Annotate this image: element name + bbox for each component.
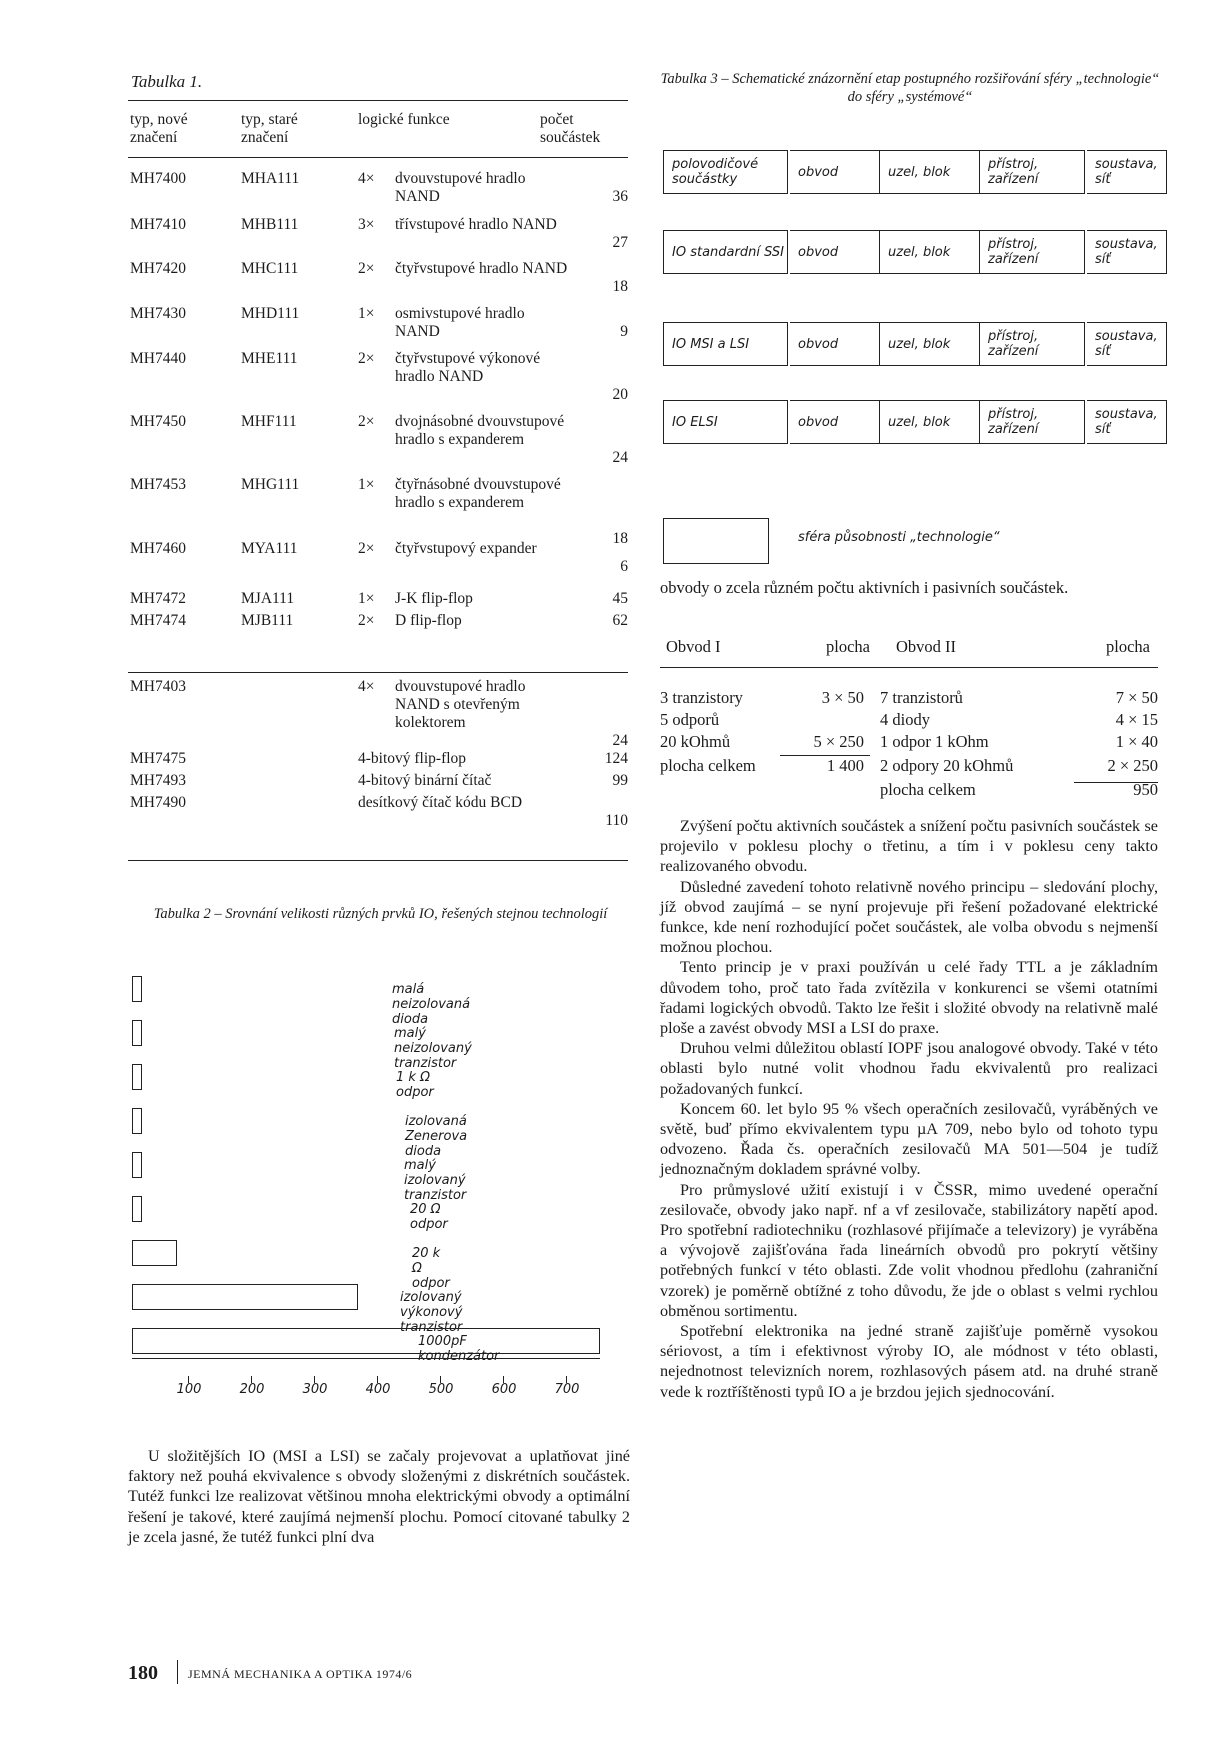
schema-cell: uzel, blok — [880, 150, 980, 194]
table4-sum-rule — [1074, 782, 1158, 783]
table4-cell: plocha celkem — [660, 756, 756, 775]
cell-logic-function: dvouvstupové hradlo NAND s otevřeným kolektorem — [395, 678, 526, 731]
cell-component-count: 124 — [604, 750, 628, 767]
cell-multiplier: 3× — [358, 216, 375, 233]
schema-cell: obvod — [790, 400, 880, 444]
cell-multiplier: 1× — [358, 476, 375, 493]
cell-new-type: MH7490 — [130, 794, 186, 811]
cell-old-type: MHE111 — [241, 350, 298, 367]
cell-old-type: MHG111 — [241, 476, 300, 493]
chart-bar — [132, 1240, 177, 1266]
body-paragraph: Pro průmyslové užití existují i v ČSSR, mimo uvedené operační zesilovače, obvody jako např. nf a vf zesilovače, stabilizátory napětí apod. Pro spotřební radiotechniku (rozhlasové přijímače a televizory) je vyráběna a vývojově zajišťována řada lineárních obvodů pro pokrytí většiny potřebných funkcí v této oblasti. Zde volit vhodnou předlohu (zahraniční vzorek) je poměrně obtížné z toho důvodu, že jde o oblast s velmi rychlou obměnou sortimentu. — [660, 1180, 1158, 1320]
page-number: 180 — [128, 1662, 158, 1684]
schema-cell: obvod — [790, 322, 880, 366]
table2-caption: Tabulka 2 – Srovnání velikosti různých prvků IO, řešených stejnou technologií — [153, 906, 608, 922]
cell-new-type: MH7403 — [130, 678, 186, 695]
chart-bar — [132, 1284, 358, 1310]
cell-logic-function: dvouvstupové hradlo NAND — [395, 170, 526, 205]
cell-component-count: 9 — [620, 323, 628, 340]
table4-cell: 5 × 250 — [813, 732, 864, 751]
cell-new-type: MH7453 — [130, 476, 186, 493]
cell-new-type: MH7460 — [130, 540, 186, 557]
right-body-text — [660, 816, 1158, 1402]
schema-cell: soustava, síť — [1087, 230, 1167, 274]
chart-tick-label: 200 — [239, 1382, 265, 1397]
cell-multiplier: 4× — [358, 170, 375, 187]
table4-header: Obvod II — [896, 637, 957, 656]
cell-new-type: MH7475 — [130, 750, 186, 767]
chart-bar-label: malý izolovaný tranzistor — [404, 1158, 467, 1203]
chart-tick-label: 500 — [428, 1382, 454, 1397]
cell-component-count: 6 — [620, 558, 628, 575]
chart-bar-label: malá neizolovaná dioda — [392, 982, 471, 1027]
cell-old-type: MHD111 — [241, 305, 300, 322]
cell-logic-function: 4-bitový flip-flop — [358, 750, 467, 767]
chart-bar — [132, 976, 142, 1002]
cell-component-count: 45 — [612, 590, 628, 607]
header-new-type: typ, nové značení — [130, 111, 188, 146]
cell-logic-function: čtyřnásobné dvouvstupové hradlo s expanderem — [395, 476, 561, 511]
cell-old-type: MYA111 — [241, 540, 298, 557]
cell-new-type: MH7420 — [130, 260, 186, 277]
cell-logic-function: D flip-flop — [395, 612, 462, 629]
cell-logic-function: desítkový čítač kódu BCD — [358, 794, 523, 811]
cell-new-type: MH7472 — [130, 590, 186, 607]
schema-cell: soustava, síť — [1087, 150, 1167, 194]
chart-tick-label: 700 — [554, 1382, 580, 1397]
chart-bar-label: 20 Ω odpor — [410, 1202, 448, 1232]
table1-divider — [128, 672, 628, 673]
body-paragraph: Druhou velmi důležitou oblastí IOPF jsou analogové obvody. Také v této oblasti bylo nutné volit vhodnou řadu ekvivalentů pro realizaci požadovaných funkcí. — [660, 1039, 1158, 1098]
cell-component-count: 62 — [612, 612, 628, 629]
schema-cell: přístroj, zařízení — [980, 230, 1085, 274]
cell-multiplier: 2× — [358, 260, 375, 277]
schema-cell: obvod — [790, 150, 880, 194]
chart-bar — [132, 1152, 142, 1178]
chart-bar — [132, 1020, 142, 1046]
body-paragraph: Důsledné zavedení tohoto relativně nového principu – sledování plochy, jíž obvod zaujímá – se nyní projevuje při řešení požadované elektrické funkce, kde není rozhodující počet součástek, ale volba obvodu s nejmenší možnou plochou. — [660, 877, 1158, 957]
schema-cell: přístroj, zařízení — [980, 400, 1085, 444]
schema-cell: soustava, síť — [1087, 322, 1167, 366]
table4-cell: 3 tranzistory — [660, 688, 743, 707]
cell-component-count: 18 — [612, 278, 628, 295]
journal-name: JEMNÁ MECHANIKA A OPTIKA 1974/6 — [188, 1667, 413, 1681]
chart-axis-line — [132, 1358, 600, 1359]
body-paragraph: Zvýšení počtu aktivních součástek a snížení počtu pasivních součástek se projevilo v poklesu plochy o třetinu, a tím i v poklesu ceny takto realizovaného obvodu. — [660, 817, 1158, 876]
cell-old-type: MHB111 — [241, 216, 299, 233]
table4-header: Obvod I — [666, 637, 721, 656]
table4-sum-rule — [780, 755, 870, 756]
schema-cell: soustava, síť — [1087, 400, 1167, 444]
table4-cell: 3 × 50 — [821, 688, 864, 707]
cell-component-count: 99 — [612, 772, 628, 789]
chart-bar — [132, 1328, 600, 1354]
cell-component-count: 24 — [612, 449, 628, 466]
left-paragraph: U složitějších IO (MSI a LSI) se začaly projevovat a uplatňovat jiné faktory než pouhá ekvivalence s obvody složenými z diskrétních součástek. Tutéž funkci lze realizovat většinou mnoha elektrickými obvody a optimální řešení je takové, které zaujímá nejmenší plochu. Pomocí citované tabulky 2 je zcela jasné, že tutéž funkci plní dva — [128, 1447, 630, 1546]
schema-cell: IO standardní SSI — [663, 230, 788, 274]
table4-cell: 7 tranzistorů — [880, 688, 963, 707]
cell-component-count: 18 — [612, 530, 628, 547]
chart-bar-label: malý neizolovaný tranzistor — [394, 1026, 472, 1071]
cell-component-count: 27 — [612, 234, 628, 251]
cell-new-type: MH7430 — [130, 305, 186, 322]
chart-bar-label: 1 k Ω odpor — [396, 1070, 434, 1100]
chart-bar-label: izolovaná Zenerova dioda — [405, 1114, 468, 1159]
table1 — [128, 100, 628, 829]
schema-cell: IO ELSI — [663, 400, 788, 444]
cell-logic-function: 4-bitový binární čítač — [358, 772, 492, 789]
cell-logic-function: čtyřvstupový expander — [395, 540, 537, 557]
chart-tick-label: 400 — [365, 1382, 391, 1397]
cell-component-count: 24 — [612, 732, 628, 749]
cell-logic-function: osmivstupové hradlo NAND — [395, 305, 525, 340]
table1-caption: Tabulka 1. — [131, 72, 203, 91]
cell-multiplier: 4× — [358, 678, 375, 695]
cell-logic-function: třívstupové hradlo NAND — [395, 216, 557, 233]
cell-logic-function: dvojnásobné dvouvstupové hradlo s expanderem — [395, 413, 565, 448]
table4-cell: 4 × 15 — [1115, 710, 1158, 729]
header-logic-functions: logické funkce — [358, 111, 450, 128]
chart-bar — [132, 1108, 142, 1134]
table4-intro: obvody o zcela různém počtu aktivních i pasivních součástek. — [660, 578, 1069, 597]
cell-multiplier: 2× — [358, 540, 375, 557]
technology-sphere-legend-box — [663, 518, 769, 564]
cell-new-type: MH7410 — [130, 216, 186, 233]
table4-header-rule — [660, 667, 1158, 668]
cell-old-type: MJB111 — [241, 612, 294, 629]
table4-cell: plocha celkem — [880, 780, 976, 799]
table4-cell: 4 diody — [880, 710, 930, 729]
table4-cell: 1 odpor 1 kOhm — [880, 732, 989, 751]
cell-logic-function: čtyřvstupové hradlo NAND — [395, 260, 568, 277]
table3-caption: Tabulka 3 – Schematické znázornění etap postupného rozšiřování sféry „technologie“ do sféry „systémové“ — [660, 71, 1160, 105]
body-paragraph: Spotřební elektronika na jedné straně zajišťuje poměrně vysokou sériovost, a tím i efektivnost výroby IO, ale módnost v této oblasti, nejednotnost televizních norem, rozhlasových pásem atd. na druhé straně vede k roztříštěnosti typů IO a je brzdou jejich sjednocování. — [660, 1322, 1158, 1401]
table4-cell: 2 × 250 — [1107, 756, 1158, 775]
cell-multiplier: 2× — [358, 350, 375, 367]
chart-bar-label: izolovaný výkonový tranzistor — [400, 1290, 463, 1335]
cell-multiplier: 1× — [358, 305, 375, 322]
cell-component-count: 20 — [612, 386, 628, 403]
table4-header: plocha — [1106, 637, 1150, 656]
table4-cell: 7 × 50 — [1115, 688, 1158, 707]
schema-cell: obvod — [790, 230, 880, 274]
technology-sphere-legend: sféra působnosti „technologie“ — [798, 530, 1000, 545]
schema-cell: uzel, blok — [880, 230, 980, 274]
footer-separator — [177, 1660, 178, 1684]
chart-bar — [132, 1196, 142, 1222]
cell-component-count: 36 — [612, 188, 628, 205]
table4-cell: 20 kOhmů — [660, 732, 731, 751]
schema-cell: IO MSI a LSI — [663, 322, 788, 366]
chart-tick-label: 600 — [491, 1382, 517, 1397]
header-component-count: počet součástek — [540, 111, 601, 146]
cell-new-type: MH7493 — [130, 772, 186, 789]
table4-cell: 950 — [1133, 780, 1158, 799]
table1-header — [128, 100, 628, 158]
body-paragraph: Koncem 60. let bylo 95 % všech operačních zesilovačů, vyráběných ve světě, buď přímo ekvivalentem typu µA 709, nebo bylo od tohoto typu odvozeno. Řada čs. operačních zesilovačů MA 501—504 je tudíž jednoznačným dokladem správné volby. — [660, 1099, 1158, 1179]
cell-multiplier: 1× — [358, 590, 375, 607]
schema-cell: polovodičové součástky — [663, 150, 788, 194]
schema-cell: uzel, blok — [880, 400, 980, 444]
left-body-text — [128, 1446, 630, 1547]
cell-component-count: 110 — [605, 812, 628, 829]
cell-old-type: MJA111 — [241, 590, 295, 607]
table1-bottom-rule — [128, 860, 628, 861]
cell-new-type: MH7400 — [130, 170, 186, 187]
header-old-type: typ, staré značení — [241, 111, 298, 146]
cell-logic-function: čtyřvstupové výkonové hradlo NAND — [395, 350, 541, 385]
table4-cell: 1 400 — [826, 756, 864, 775]
chart-tick-label: 300 — [302, 1382, 328, 1397]
chart-bar — [132, 1064, 142, 1090]
table4-cell: 5 odporů — [660, 710, 720, 729]
cell-new-type: MH7450 — [130, 413, 186, 430]
cell-multiplier: 2× — [358, 413, 375, 430]
schema-cell: uzel, blok — [880, 322, 980, 366]
schema-cell: přístroj, zařízení — [980, 150, 1085, 194]
cell-new-type: MH7474 — [130, 612, 186, 629]
chart-tick-label: 100 — [176, 1382, 202, 1397]
cell-old-type: MHA111 — [241, 170, 300, 187]
schema-cell: přístroj, zařízení — [980, 322, 1085, 366]
cell-old-type: MHF111 — [241, 413, 297, 430]
cell-logic-function: J-K flip-flop — [395, 590, 473, 607]
body-paragraph: Tento princip je v praxi používán u celé řady TTL a je základním důvodem toho, proč tato řada zvítězila v konkurenci se všemi otatními řadami logických obvodů. Takto lze řešit i složité obvody na relativně malé ploše a zavést obvody MSI a LSI do praxe. — [660, 958, 1158, 1038]
chart-bar-label: 1000pF kondenzátor — [418, 1334, 500, 1364]
table4-cell: 1 × 40 — [1115, 732, 1158, 751]
table4-header: plocha — [826, 637, 870, 656]
cell-multiplier: 2× — [358, 612, 375, 629]
cell-new-type: MH7440 — [130, 350, 186, 367]
table4-cell: 2 odpory 20 kOhmů — [880, 756, 1014, 775]
cell-old-type: MHC111 — [241, 260, 299, 277]
chart-bar-label: 20 k Ω odpor — [412, 1246, 450, 1291]
